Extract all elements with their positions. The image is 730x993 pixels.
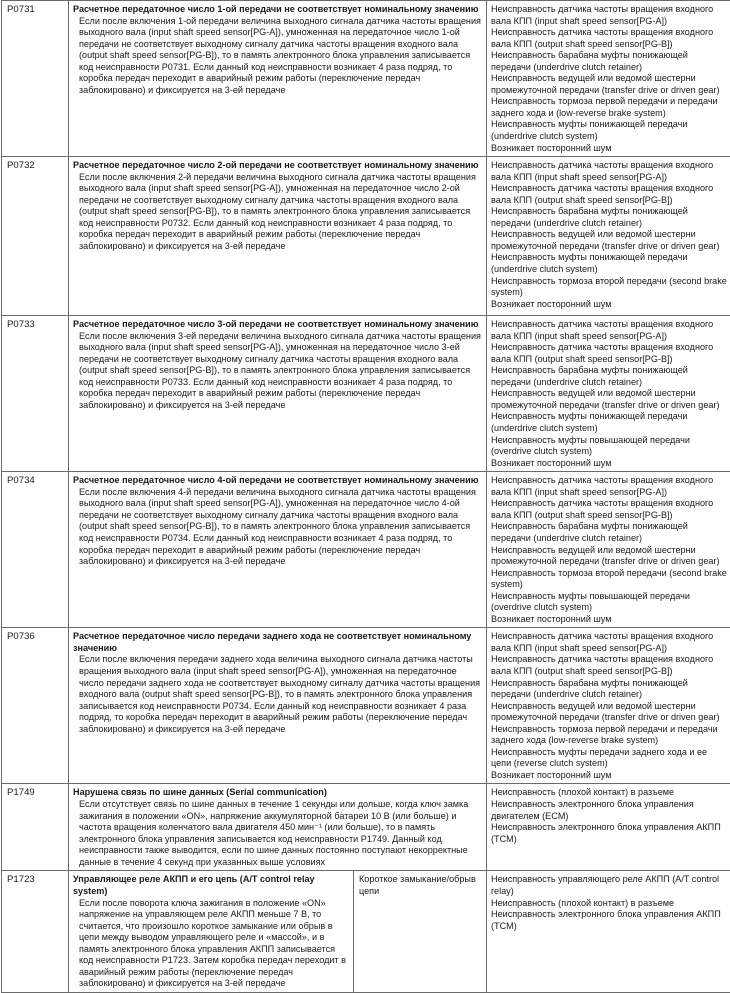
dtc-code: P0733 — [2, 316, 69, 472]
cause-item: Неисправность ведущей или ведомой шестерни промежуточной передачи (transfer drive or driven gear) — [491, 229, 727, 252]
dtc-text: Если после включения 1-ой передачи величина выходного сигнала датчика частоты вращения выходного вала (input shaft speed sensor[PG-A]), умноженная на передаточное число 1-ой передачи не соответствует выходному сигналу датчика частоты вращения входного вала (output shaft speed sensor[PG-B]), то в память электронного блока управления записывается код неисправности P0731. Если данный код неисправности возникает 4 раза подряд, то коробка передач переходит в аварийный режим работы (переключение передач заблокировано) и фиксируется на 3-ей передаче — [73, 16, 483, 97]
dtc-description — [69, 472, 487, 628]
cause-item: Неисправность муфты повышающей передачи (overdrive clutch system) — [491, 435, 727, 458]
cause-item: Неисправность датчика частоты вращения входного вала КПП (output shaft speed sensor[PG-B]) — [491, 183, 727, 206]
table-row — [2, 784, 730, 871]
dtc-code: P1723 — [2, 871, 69, 992]
cause-item: Неисправность электронного блока управления АКПП (TCM) — [491, 909, 727, 932]
dtc-condition: Короткое замыкание/обрыв цепи — [359, 874, 483, 897]
dtc-causes — [487, 871, 730, 992]
dtc-code: P1749 — [2, 784, 69, 871]
cause-item: Неисправность барабана муфты понижающей передачи (underdrive clutch retainer) — [491, 678, 727, 701]
table-row — [2, 628, 730, 784]
dtc-title: Расчетное передаточное число 1-ой передачи не соответствует номинальному значению — [73, 4, 483, 16]
cause-item: Неисправность датчика частоты вращения входного вала КПП (output shaft speed sensor[PG-B]) — [491, 654, 727, 677]
cause-item: Возникает посторонний шум — [491, 614, 727, 626]
dtc-causes — [487, 157, 730, 316]
cause-item: Неисправность датчика частоты вращения входного вала КПП (output shaft speed sensor[PG-B]) — [491, 498, 727, 521]
dtc-text: Если после поворота ключа зажигания в положение «ON» напряжение на управляющем реле АКПП меньше 7 В, то считается, что произошло короткое замыкание или обрыв в цепи между выводом управляющего реле и «массой», и в память электронного блока управления АКПП записывается код неисправности P1723. Затем коробка передач переходит в аварийный режим работы (переключение передач заблокировано) и фиксируется на 3-ей передаче — [73, 898, 349, 990]
cause-item: Возникает посторонний шум — [491, 299, 727, 311]
cause-item: Неисправность тормоза первой передачи и передачи заднего хода и (low-reverse brake system) — [491, 96, 727, 119]
cause-item: Неисправность муфты понижающей передачи (underdrive clutch system) — [491, 252, 727, 275]
dtc-table — [1, 0, 730, 993]
table-row — [2, 1, 730, 157]
cause-item: Неисправность (плохой контакт) в разъеме — [491, 898, 727, 910]
dtc-text: Если после включения 3-ей передачи величина выходного сигнала датчика частоты вращения выходного вала (input shaft speed sensor[PG-A]), умноженная на передаточное число 3-ей передачи не соответствует выходному сигналу датчика частоты вращения входного вала (output shaft speed sensor[PG-B]), то в память электронного блока управления записывается код неисправности P0733. Если данный код неисправности возникает 4 раза подряд, то коробка передач переходит в аварийный режим работы (переключение передач заблокировано) и фиксируется на 3-ей передаче — [73, 331, 483, 412]
table-row — [2, 871, 730, 992]
cause-item: Неисправность барабана муфты понижающей передачи (underdrive clutch retainer) — [491, 365, 727, 388]
dtc-description — [69, 871, 487, 992]
cause-item: Неисправность тормоза первой передачи и передачи заднего хода (low-reverse brake system) — [491, 724, 727, 747]
cause-item: Неисправность муфты понижающей передачи (underdrive clutch system) — [491, 411, 727, 434]
dtc-text: Если после включения 4-й передачи величина выходного сигнала датчика частоты вращения выходного вала (input shaft speed sensor[PG-A]), умноженная на передаточное число 4-ой передачи не соответствует выходному сигналу датчика частоты вращения входного вала (output shaft speed sensor[PG-B]), то в память электронного блока управления записывается код неисправности P0734. Если данный код неисправности возникает 4 раза подряд, то коробка передач переходит в аварийный режим работы (переключение передач заблокировано) и фиксируется на 3-ей передаче — [73, 487, 483, 568]
dtc-text: Если после включения 2-й передачи величина выходного сигнала датчика частоты вращения выходного вала (input shaft speed sensor[PG-A]), умноженная на передаточное число 2-ой передачи не соответствует выходному сигналу датчика частоты вращения входного вала (output shaft speed sensor[PG-B]), то в память электронного блока управления записывается код неисправности P0732. Если данный код неисправности возникает 4 раза подряд, то коробка передач переходит в аварийный режим работы (переключение передач заблокировано) и фиксируется на 3-ей передаче — [73, 172, 483, 253]
dtc-causes — [487, 628, 730, 784]
cause-item: Неисправность датчика частоты вращения входного вала КПП (input shaft speed sensor[PG-A]) — [491, 631, 727, 654]
cause-item: Неисправность муфты повышающей передачи (overdrive clutch system) — [491, 591, 727, 614]
cause-item: Неисправность управляющего реле АКПП (A/T control relay) — [491, 874, 727, 897]
dtc-code: P0736 — [2, 628, 69, 784]
cause-item: Неисправность датчика частоты вращения входного вала КПП (input shaft speed sensor[PG-A]) — [491, 160, 727, 183]
dtc-description — [69, 628, 487, 784]
dtc-text: Если после включения передачи заднего хода величина выходного сигнала датчика частоты вращения выходного вала (input shaft speed sensor[PG-A]), умноженная на передаточное число передачи заднего хода не соответствует выходному сигналу датчика частоты вращения входного вала (output shaft speed sensor[PG-B]), то в память электронного блока управления записывается код неисправности P0734. Если данный код неисправности возникает 4 раза подряд, то коробка передач переходит в аварийный режим работы (переключение передач заблокировано) и фиксируется на 3-ей передаче — [73, 654, 483, 735]
dtc-description — [69, 316, 487, 472]
cause-item: Неисправность датчика частоты вращения входного вала КПП (input shaft speed sensor[PG-A]) — [491, 475, 727, 498]
cause-item: Неисправность электронного блока управления двигателем (ECM) — [491, 799, 727, 822]
dtc-description — [69, 1, 487, 157]
cause-item: Неисправность (плохой контакт) в разъеме — [491, 787, 727, 799]
table-row — [2, 157, 730, 316]
dtc-title: Расчетное передаточное число передачи заднего хода не соответствует номинальному значению — [73, 631, 483, 654]
cause-item: Неисправность муфты передачи заднего хода и ее цепи (reverse clutch system) — [491, 747, 727, 770]
table-row — [2, 472, 730, 628]
dtc-causes — [487, 472, 730, 628]
cause-item: Неисправность датчика частоты вращения входного вала КПП (output shaft speed sensor[PG-B]) — [491, 27, 727, 50]
cause-item: Неисправность барабана муфты понижающей передачи (underdrive clutch retainer) — [491, 50, 727, 73]
dtc-code: P0734 — [2, 472, 69, 628]
dtc-title: Расчетное передаточное число 2-ой передачи не соответствует номинальному значению — [73, 160, 483, 172]
dtc-description — [69, 784, 487, 871]
cause-item: Неисправность тормоза второй передачи (second brake system) — [491, 276, 727, 299]
cause-item: Неисправность тормоза второй передачи (second brake system) — [491, 568, 727, 591]
table-row — [2, 316, 730, 472]
dtc-causes — [487, 316, 730, 472]
dtc-text: Если отсутствует связь по шине данных в течение 1 секунды или дольше, когда ключ замка зажигания в положении «ON», напряжение аккумуляторной батареи 10 В (или больше) и частота вращения коленчатого вала двигателя 450 мин⁻¹ (или больше), то в память электронного блока управления записывается код неисправности P1749. Данный код неисправности также выводится, если по шине данных постоянно поступают некорректные данные в течение 4 секунд при указанных выше условиях — [73, 799, 483, 868]
cause-item: Неисправность ведущей или ведомой шестерни промежуточной передачи (transfer drive or driven gear) — [491, 388, 727, 411]
dtc-title: Расчетное передаточное число 3-ой передачи не соответствует номинальному значению — [73, 319, 483, 331]
cause-item: Неисправность ведущей или ведомой шестерни промежуточной передачи (transfer drive or driven gear) — [491, 701, 727, 724]
cause-item: Неисправность электронного блока управления АКПП (TCM) — [491, 822, 727, 845]
cause-item: Неисправность датчика частоты вращения входного вала КПП (input shaft speed sensor[PG-A]) — [491, 4, 727, 27]
dtc-code: P0732 — [2, 157, 69, 316]
dtc-title: Нарушена связь по шине данных (Serial communication) — [73, 787, 483, 799]
dtc-description — [69, 157, 487, 316]
dtc-title: Расчетное передаточное число 4-ой передачи не соответствует номинальному значению — [73, 475, 483, 487]
dtc-causes — [487, 784, 730, 871]
dtc-title: Управляющее реле АКПП и его цепь (A/T control relay system) — [73, 874, 349, 897]
cause-item: Неисправность барабана муфты понижающей передачи (underdrive clutch retainer) — [491, 206, 727, 229]
dtc-code: P0731 — [2, 1, 69, 157]
cause-item: Неисправность датчика частоты вращения входного вала КПП (input shaft speed sensor[PG-A]) — [491, 319, 727, 342]
cause-item: Неисправность ведущей или ведомой шестерни промежуточной передачи (transfer drive or driven gear) — [491, 73, 727, 96]
cause-item: Неисправность датчика частоты вращения входного вала КПП (output shaft speed sensor[PG-B]) — [491, 342, 727, 365]
cause-item: Неисправность муфты понижающей передачи (underdrive clutch system) — [491, 119, 727, 142]
dtc-causes — [487, 1, 730, 157]
cause-item: Возникает посторонний шум — [491, 770, 727, 782]
cause-item: Неисправность барабана муфты понижающей передачи (underdrive clutch retainer) — [491, 521, 727, 544]
cause-item: Неисправность ведущей или ведомой шестерни промежуточной передачи (transfer drive or driven gear) — [491, 545, 727, 568]
cause-item: Возникает посторонний шум — [491, 143, 727, 155]
cause-item: Возникает посторонний шум — [491, 458, 727, 470]
